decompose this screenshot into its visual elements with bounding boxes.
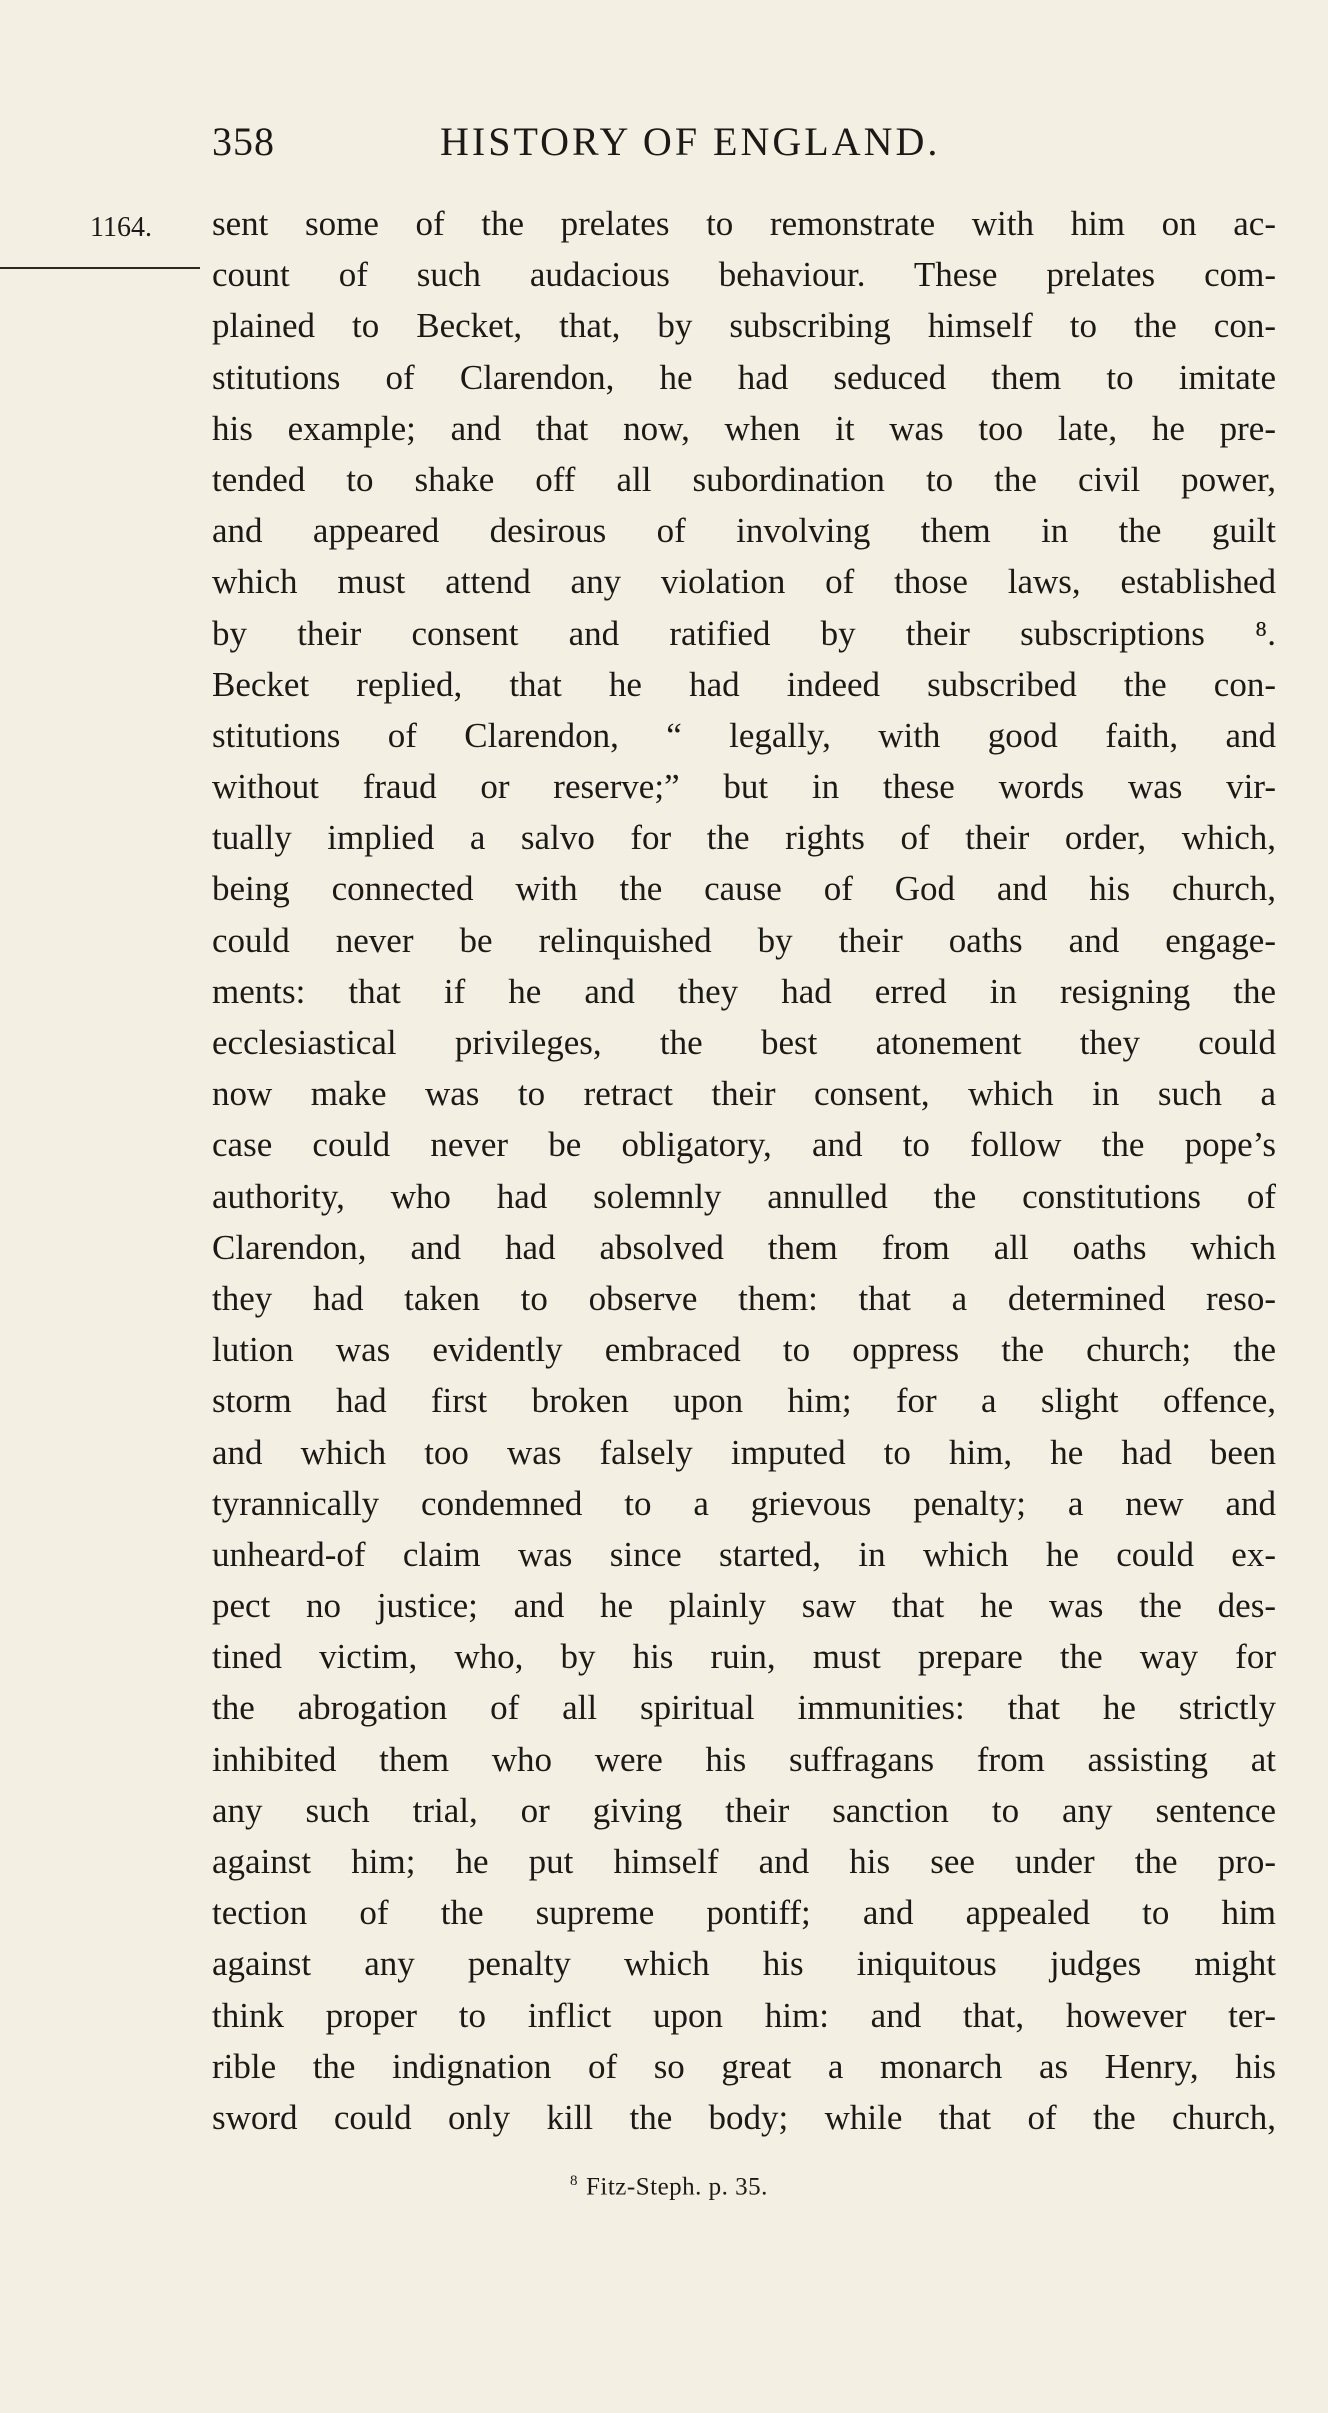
- text-line: without fraud or reserve;” but in these words was vir-: [212, 767, 1276, 807]
- text-line: and which too was falsely imputed to him, he had been: [212, 1432, 1276, 1472]
- text-line: stitutions of Clarendon, he had seduced them to imitate: [212, 357, 1276, 397]
- text-line: now make was to retract their consent, which in such a: [212, 1074, 1276, 1114]
- text-line: could never be relinquished by their oaths and engage-: [212, 920, 1276, 960]
- text-line: tection of the supreme pontiff; and appealed to him: [212, 1893, 1276, 1933]
- text-line: his example; and that now, when it was too late, he pre-: [212, 408, 1276, 448]
- page-number: 358: [212, 119, 275, 164]
- text-line: ecclesiastical privileges, the best atonement they could: [212, 1023, 1276, 1062]
- body-text: [212, 198, 1276, 2143]
- footnote-text: Fitz-Steph. p. 35.: [586, 2173, 768, 2201]
- text-line: tyrannically condemned to a grievous penalty; a new and: [212, 1483, 1276, 1523]
- text-line: unheard-of claim was since started, in which he could ex-: [212, 1534, 1276, 1574]
- text-line: against any penalty which his iniquitous judges might: [212, 1944, 1276, 1984]
- text-line: by their consent and ratified by their subscriptions ⁸.: [212, 613, 1276, 653]
- footnote: [570, 2173, 768, 2201]
- text-line: think proper to inflict upon him: and that, however ter-: [212, 1995, 1276, 2035]
- text-line: case could never be obligatory, and to follow the pope’s: [212, 1125, 1276, 1165]
- text-line: ments: that if he and they had erred in resigning the: [212, 971, 1276, 1011]
- running-head: [212, 118, 1032, 178]
- text-line: authority, who had solemnly annulled the constitutions of: [212, 1176, 1276, 1216]
- text-line: and appeared desirous of involving them in the guilt: [212, 511, 1276, 551]
- text-line: rible the indignation of so great a monarch as Henry, his: [212, 2046, 1276, 2086]
- text-line: they had taken to observe them: that a determined reso-: [212, 1278, 1276, 1318]
- footnote-mark: 8: [570, 2173, 578, 2189]
- text-line: being connected with the cause of God and his church,: [212, 869, 1276, 909]
- text-line: tined victim, who, by his ruin, must prepare the way for: [212, 1637, 1276, 1677]
- text-line: Clarendon, and had absolved them from all oaths which: [212, 1227, 1276, 1267]
- margin-divider: [0, 267, 200, 269]
- text-line: Becket replied, that he had indeed subscribed the con-: [212, 664, 1276, 704]
- text-line: tended to shake off all subordination to the civil power,: [212, 459, 1276, 499]
- page-title: HISTORY OF ENGLAND.: [440, 119, 941, 164]
- text-line: tually implied a salvo for the rights of their order, which,: [212, 818, 1276, 858]
- text-line: storm had first broken upon him; for a slight offence,: [212, 1381, 1276, 1421]
- text-line: count of such audacious behaviour. These prelates com-: [212, 255, 1276, 295]
- text-line: pect no justice; and he plainly saw that he was the des-: [212, 1586, 1276, 1626]
- text-line: which must attend any violation of those laws, established: [212, 562, 1276, 602]
- margin-year-note: 1164.: [90, 212, 152, 243]
- text-line: the abrogation of all spiritual immunities: that he strictly: [212, 1688, 1276, 1728]
- text-line: sword could only kill the body; while that of the church,: [212, 2097, 1276, 2137]
- text-line: sent some of the prelates to remonstrate with him on ac-: [212, 204, 1276, 243]
- text-line: inhibited them who were his suffragans from assisting at: [212, 1739, 1276, 1779]
- text-line: against him; he put himself and his see under the pro-: [212, 1842, 1276, 1881]
- text-line: any such trial, or giving their sanction to any sentence: [212, 1790, 1276, 1830]
- text-line: lution was evidently embraced to oppress the church; the: [212, 1330, 1276, 1370]
- text-line: stitutions of Clarendon, “ legally, with good faith, and: [212, 715, 1276, 755]
- text-line: plained to Becket, that, by subscribing himself to the con-: [212, 306, 1276, 346]
